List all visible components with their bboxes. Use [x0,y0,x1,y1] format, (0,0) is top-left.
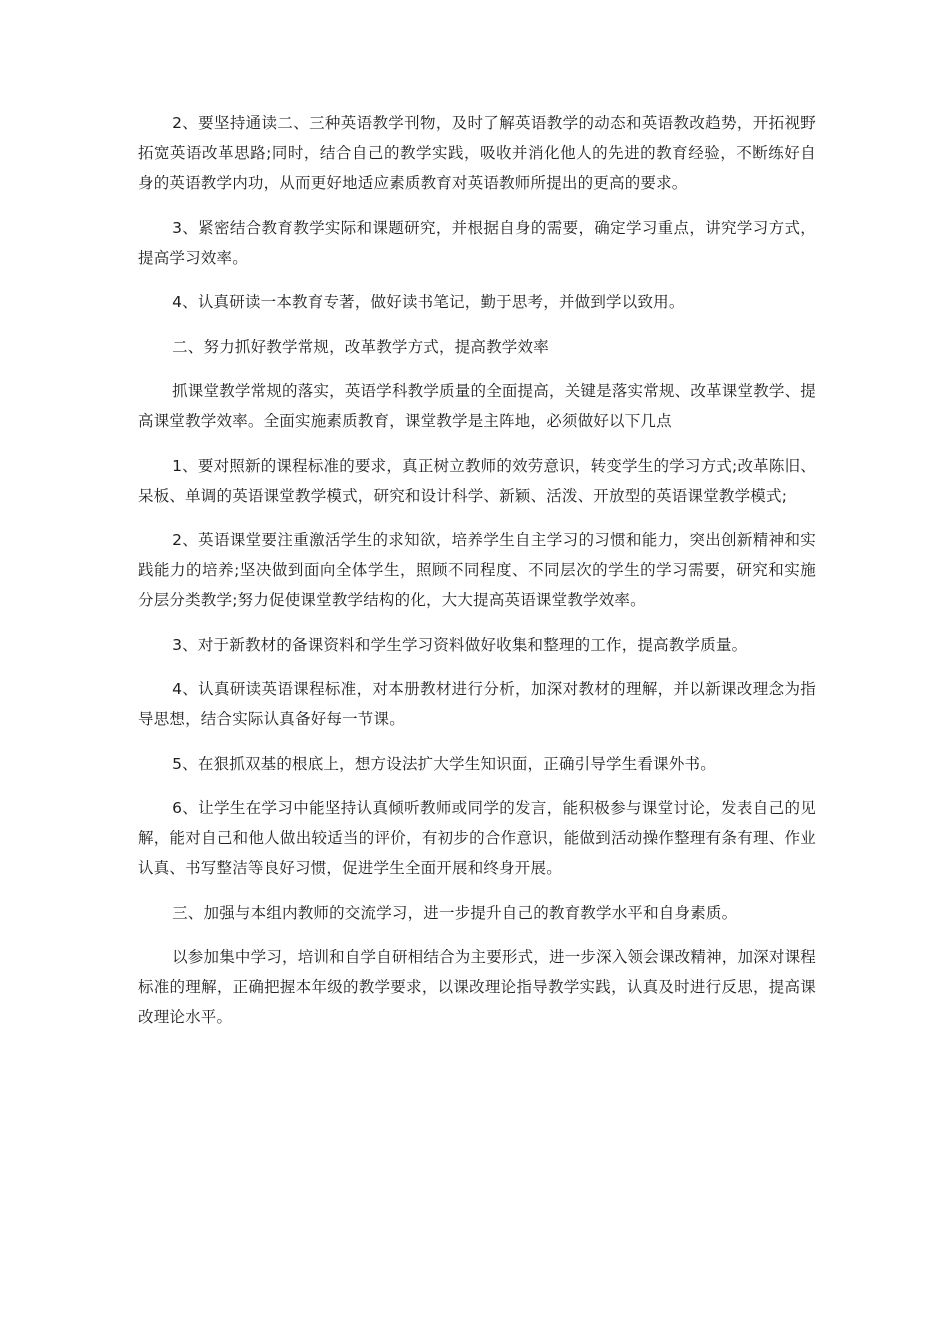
paragraph-point-6: 6、让学生在学习中能坚持认真倾听教师或同学的发言，能积极参与课堂讨论，发表自己的见解，能对自己和他人做出较适当的评价，有初步的合作意识，能做到活动操作整理有条有理、作业认真、书写整洁等良好习惯，促进学生全面开展和终身开展。 [138,799,816,877]
document-body [138,108,816,1047]
paragraph-point-5: 5、在狠抓双基的根底上，想方设法扩大学生知识面，正确引导学生看课外书。 [172,754,716,773]
paragraph-point-3: 3、对于新教材的备课资料和学生学习资料做好收集和整理的工作，提高教学质量。 [172,635,748,654]
section-heading-3: 三、加强与本组内教师的交流学习，进一步提升自己的教育教学水平和自身素质。 [172,903,738,922]
paragraph-classroom-routine: 抓课堂教学常规的落实，英语学科教学质量的全面提高，关键是落实常规、改革课堂教学、提高课堂教学效率。全面实施素质教育，课堂教学是主阵地，必须做好以下几点 [138,382,816,430]
paragraph-point-4: 4、认真研读英语课程标准，对本册教材进行分析，加深对教材的理解，并以新课改理念为指导思想，结合实际认真备好每一节课。 [138,680,816,728]
paragraph-point-1: 1、要对照新的课程标准的要求，真正树立教师的效劳意识，转变学生的学习方式;改革陈旧、呆板、单调的英语课堂教学模式，研究和设计科学、新颖、活泼、开放型的英语课堂教学模式; [138,456,816,505]
paragraph-collective-study: 以参加集中学习，培训和自学自研相结合为主要形式，进一步深入领会课改精神，加深对课程标准的理解，正确把握本年级的教学要求，以课改理论指导教学实践，认真及时进行反思，提高课改理论水平。 [138,948,816,1026]
paragraph-item-4-monograph: 4、认真研读一本教育专著，做好读书笔记，勤于思考，并做到学以致用。 [172,293,685,311]
paragraph-point-2: 2、英语课堂要注重激活学生的求知欲，培养学生自主学习的习惯和能力，突出创新精神和实践能力的培养;坚决做到面向全体学生，照顾不同程度、不同层次的学生的学习需要，研究和实施分层分类教学;努力促使课堂教学结构的化，大大提高英语课堂教学效率。 [138,531,816,609]
paragraph-item-3-research: 3、紧密结合教育教学实际和课题研究，并根据自身的需要，确定学习重点，讲究学习方式，提高学习效率。 [138,218,816,267]
section-heading-2: 二、努力抓好教学常规，改革教学方式，提高教学效率 [172,337,549,356]
paragraph-item-2-journals: 2、要坚持通读二、三种英语教学刊物，及时了解英语教学的动态和英语教改趋势，开拓视野拓宽英语改革思路;同时，结合自己的教学实践，吸收并消化他人的先进的教育经验，不断练好自身的英语教学内功，从而更好地适应素质教育对英语教师所提出的更高的要求。 [138,114,816,192]
